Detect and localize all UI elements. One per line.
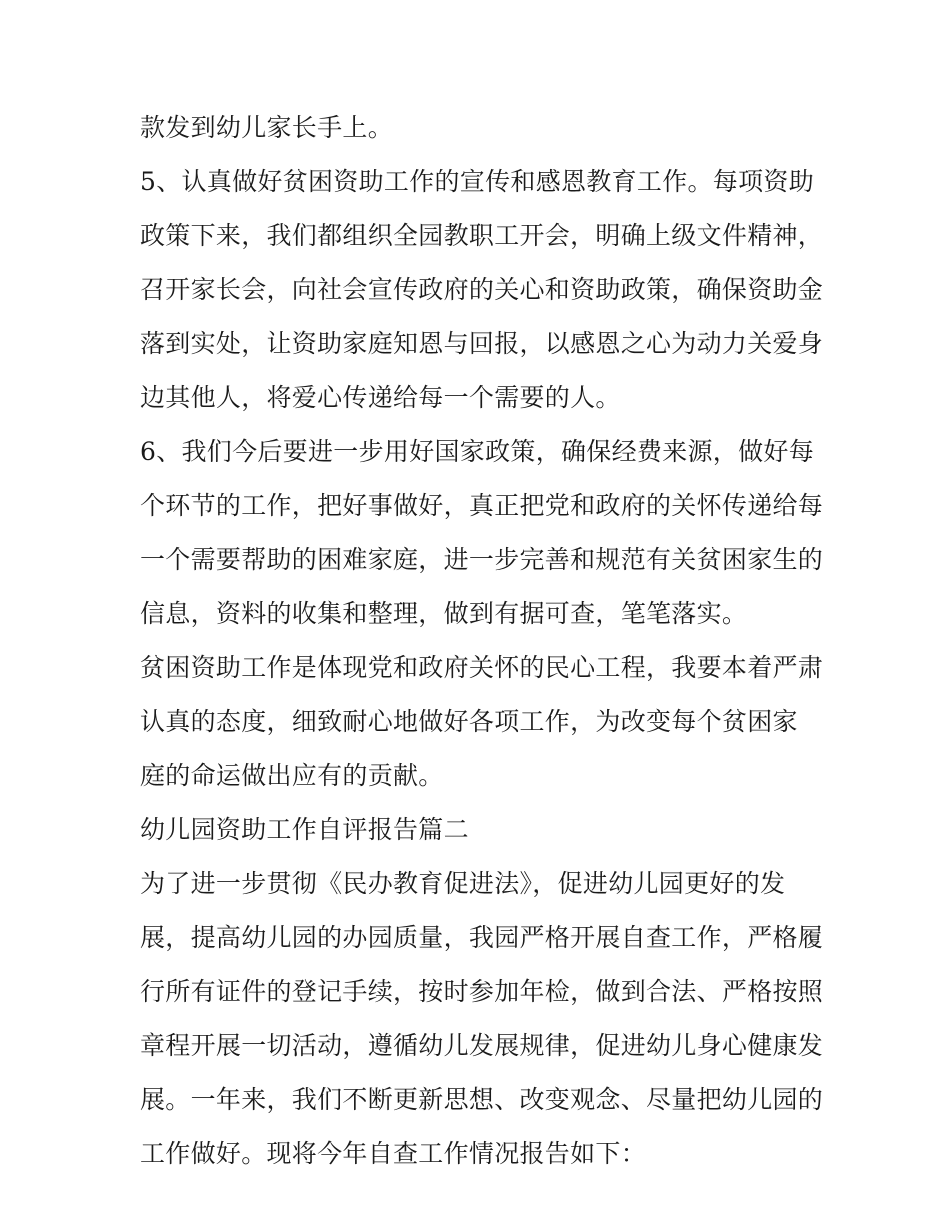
text-line: 认真的态度，细致耐心地做好各项工作，为改变每个贫困家 [140, 707, 798, 736]
text-line: 展，提高幼儿园的办园质量，我园严格开展自查工作，严格履 [140, 923, 824, 952]
text-line: 款发到幼儿家长手上。 [140, 113, 394, 142]
text-line: 政策下来，我们都组织全园教职工开会，明确上级文件精神， [140, 221, 824, 250]
text-line: 行所有证件的登记手续，按时参加年检，做到合法、严格按照 [140, 977, 824, 1006]
text-line: 庭的命运做出应有的贡献。 [140, 761, 444, 790]
text-line: 贫困资助工作是体现党和政府关怀的民心工程，我要本着严肃 [140, 653, 824, 682]
text-line: 个环节的工作，把好事做好，真正把党和政府的关怀传递给每 [140, 491, 824, 520]
text-line: 边其他人，将爱心传递给每一个需要的人。 [140, 383, 621, 412]
text-line: 章程开展一切活动，遵循幼儿发展规律，促进幼儿身心健康发 [140, 1031, 824, 1060]
document-body [140, 110, 824, 1190]
section-heading: 幼儿园资助工作自评报告篇二 [140, 815, 469, 844]
text-line: 一个需要帮助的困难家庭，进一步完善和规范有关贫困家生的 [140, 545, 824, 574]
text-line: 落到实处，让资助家庭知恩与回报，以感恩之心为动力关爱身 [140, 329, 824, 358]
text-line: 展。一年来，我们不断更新思想、改变观念、尽量把幼儿园的 [140, 1085, 824, 1114]
text-line: 召开家长会，向社会宣传政府的关心和资助政策，确保资助金 [140, 275, 824, 304]
text-line: 工作做好。现将今年自查工作情况报告如下： [140, 1139, 647, 1168]
text-line: 为了进一步贯彻《民办教育促进法》，促进幼儿园更好的发 [140, 869, 786, 898]
text-line: 6、我们今后要进一步用好国家政策，确保经费来源，做好每 [140, 437, 815, 466]
text-line: 5、认真做好贫困资助工作的宣传和感恩教育工作。每项资助 [140, 167, 815, 196]
text-line: 信息，资料的收集和整理，做到有据可查，笔笔落实。 [140, 599, 748, 628]
